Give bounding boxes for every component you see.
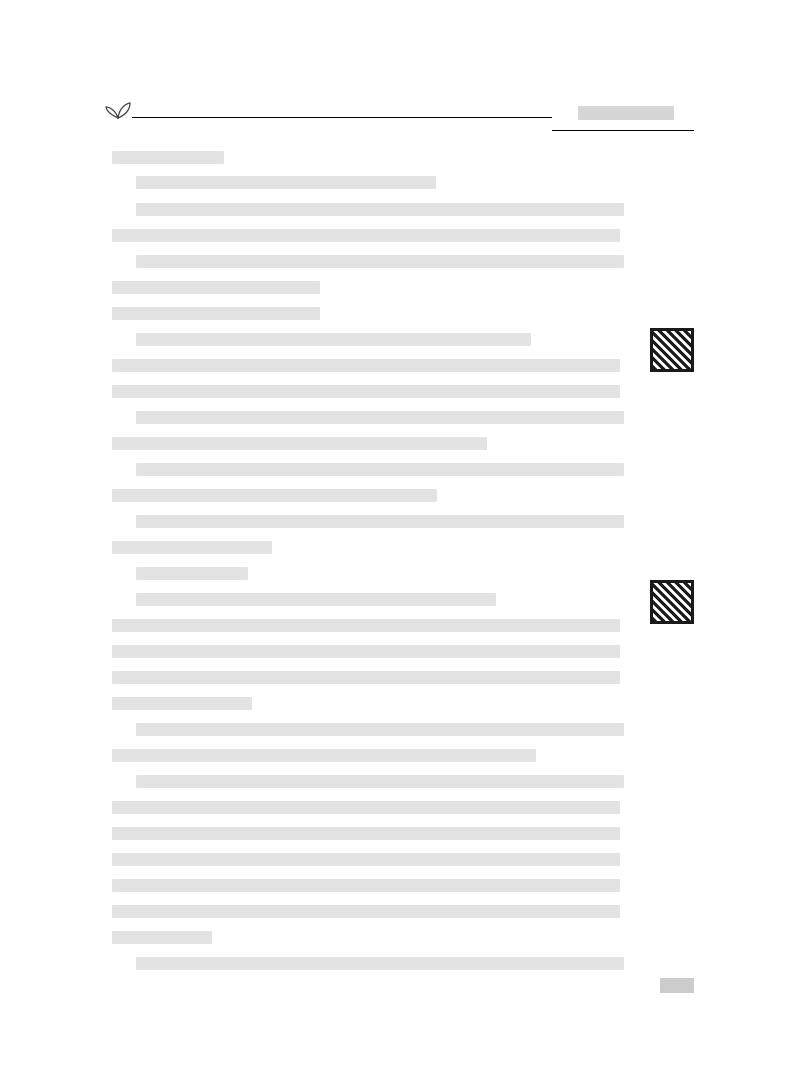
- text-line-placeholder: [136, 515, 624, 528]
- text-line-placeholder: [136, 255, 624, 268]
- text-line-placeholder: [136, 723, 624, 736]
- text-line-placeholder: [112, 931, 212, 944]
- text-line-placeholder: [112, 229, 620, 242]
- text-line-placeholder: [136, 957, 624, 970]
- text-line-placeholder: [136, 775, 624, 788]
- header-rule: [132, 117, 552, 118]
- text-line-placeholder: [112, 671, 620, 684]
- leaf-icon: [104, 98, 132, 120]
- text-line-placeholder: [112, 151, 224, 164]
- running-head: [552, 104, 694, 131]
- text-line-placeholder: [112, 697, 252, 710]
- text-line-placeholder: [112, 307, 320, 320]
- text-line-placeholder: [136, 593, 496, 606]
- text-line-placeholder: [112, 437, 487, 450]
- qr-code-icon: [650, 328, 694, 372]
- qr-code-icon: [650, 580, 694, 624]
- text-line-placeholder: [136, 176, 436, 189]
- text-line-placeholder: [112, 905, 620, 918]
- text-line-placeholder: [112, 645, 620, 658]
- text-line-placeholder: [112, 489, 437, 502]
- text-line-placeholder: [136, 567, 248, 580]
- text-line-placeholder: [136, 463, 624, 476]
- running-head-text-placeholder: [578, 106, 674, 120]
- page-number-placeholder: [660, 978, 694, 993]
- text-line-placeholder: [112, 359, 620, 372]
- text-line-placeholder: [112, 879, 620, 892]
- text-line-placeholder: [136, 203, 624, 216]
- text-line-placeholder: [112, 541, 272, 554]
- text-line-placeholder: [136, 333, 531, 346]
- text-line-placeholder: [112, 801, 620, 814]
- text-line-placeholder: [112, 827, 620, 840]
- text-line-placeholder: [112, 749, 536, 762]
- text-line-placeholder: [136, 411, 624, 424]
- text-line-placeholder: [112, 281, 320, 294]
- text-line-placeholder: [112, 385, 620, 398]
- text-line-placeholder: [112, 853, 620, 866]
- text-line-placeholder: [112, 619, 620, 632]
